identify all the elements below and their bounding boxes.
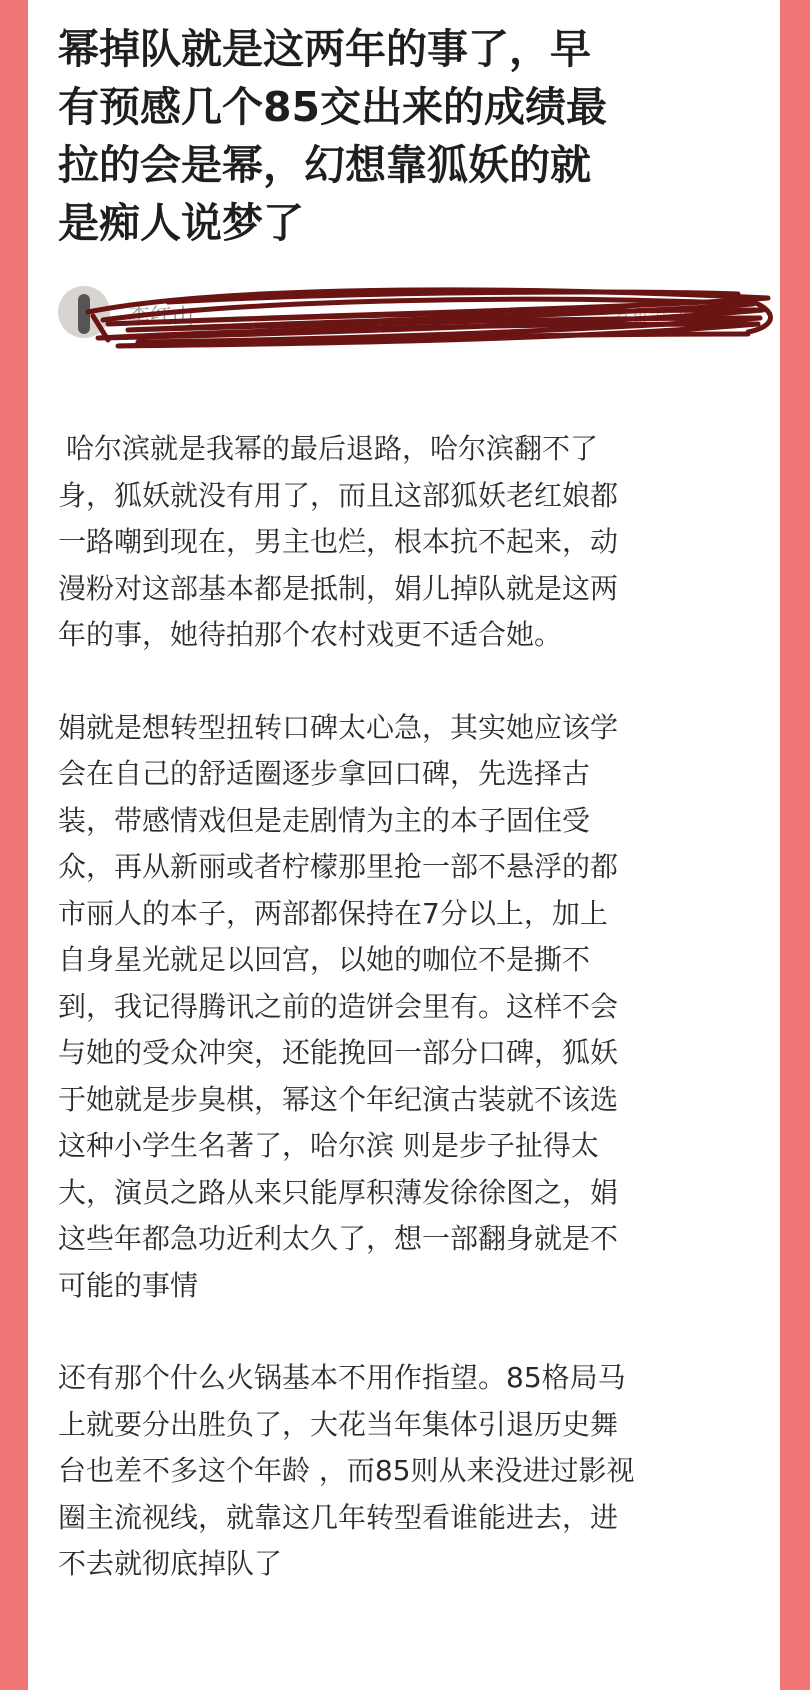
author-meta: 发布于 2023 <box>612 306 718 327</box>
post-title: 幂掉队就是这两年的事了，早 有预感几个85交出来的成绩最 拉的会是幂，幻想靠狐妖的就 是痴人说梦了 <box>58 25 608 247</box>
author-row[interactable] <box>58 286 758 356</box>
post-body <box>58 426 748 1634</box>
avatar[interactable] <box>58 286 110 338</box>
author-name[interactable]: 李红山 <box>128 305 195 330</box>
paragraph-2: 娟就是想转型扭转口碑太心急，其实她应该学 会在自己的舒适圈逐步拿回口碑，先选择古 装，带感情戏但是走剧情为主的本子固住受 众，再从新丽或者柠檬那里抢一部不悬浮的都 市丽人的本子，两部都保持在7分以上，加上 自身星光就足以回宫，以她的咖位不是撕不 到，我记得腾讯之前的造饼会里有。这样不会 与她的受众冲突，还能挽回一部分口碑，狐妖 于她就是步臭棋，幂这个年纪演古装就不该选 这种小学生名著了，哈尔滨 则是步子扯得太 大，演员之路从来只能厚积薄发徐徐图之，娟 这些年都急功近利太久了，想一部翻身就是不 可能的事情 <box>58 710 619 1302</box>
paragraph-1: 哈尔滨就是我幂的最后退路，哈尔滨翻不了 身，狐妖就没有用了，而且这部狐妖老红娘都 一路嘲到现在，男主也烂，根本抗不起来，动 漫粉对这部基本都是抵制，娟儿掉队就是这两 年的事，她待拍那个农村戏更不适合她。 <box>58 432 619 651</box>
post-page <box>28 0 780 1690</box>
paragraph-3: 还有那个什么火锅基本不用作指望。85格局马 上就要分出胜负了，大花当年集体引退历史舞 台也差不多这个年龄 ，而85则从来没进过影视 圈主流视线，就靠这几年转型看谁能进去，进 不去就彻底掉队了 <box>58 1361 635 1580</box>
